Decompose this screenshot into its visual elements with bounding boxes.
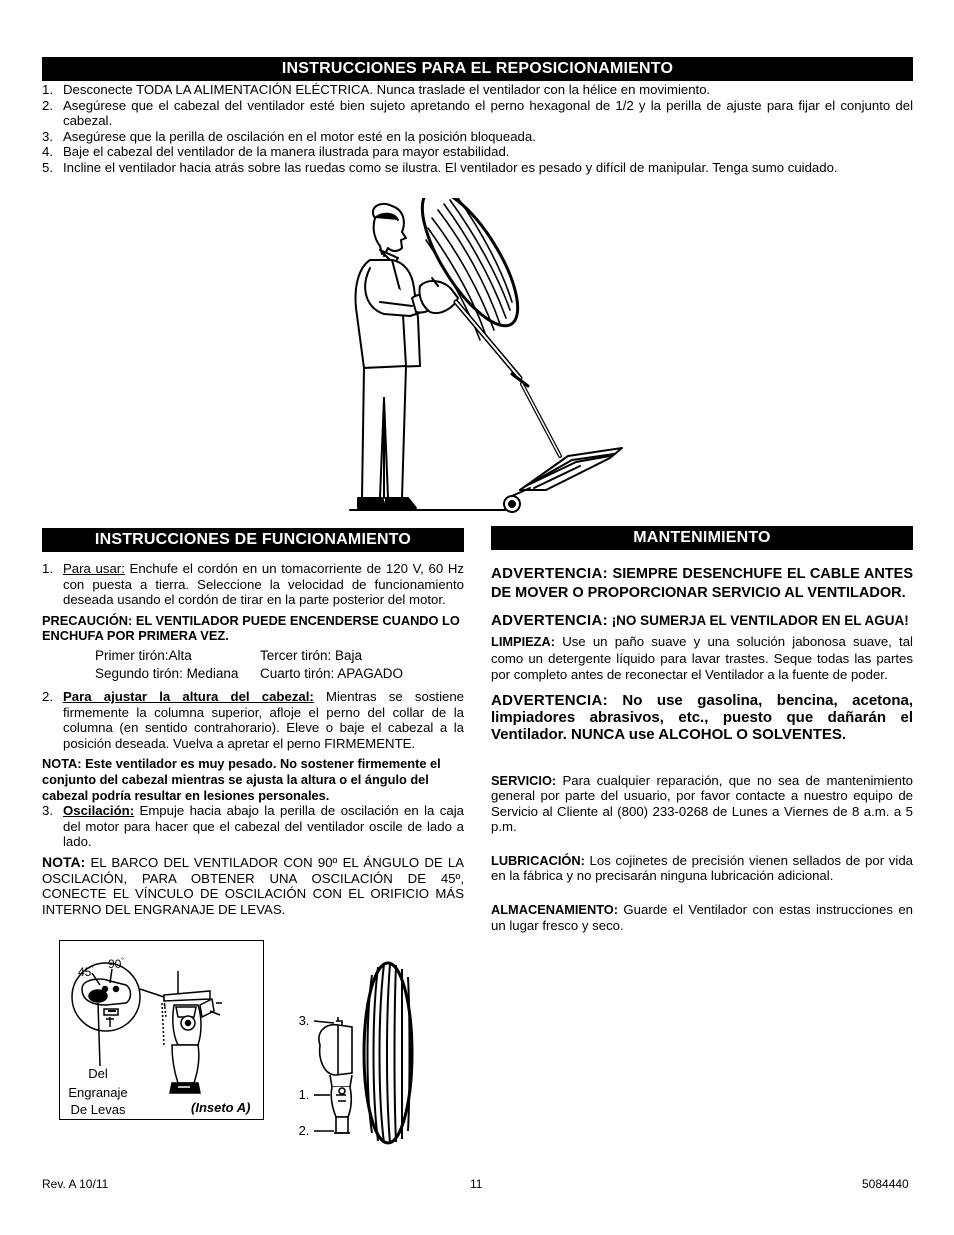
maintenance-section-title: MANTENIMIENTO [491,526,913,550]
list-item: 1. Desconecte TODA LA ALIMENTACIÓN ELÉCTRICA. Nunca traslade el ventilador con la hélice en movimiento. [42,82,711,97]
lubrication-paragraph: LUBRICACIÓN: Los cojinetes de precisión vienen sellados de por vida en la fábrica y no precisarán ninguna lubricación adicional. [491,852,913,884]
speed-table: Primer tirón:Alta Tercer tirón: Baja Segundo tirón: Mediana Cuarto tirón: APAGADO [95,647,404,681]
reposition-steps [42,82,913,176]
warning-unplug: ADVERTENCIA: SIEMPRE DESENCHUFE EL CABLE ANTES DE MOVER O PROPORCIONAR SERVICIO AL VENTILADOR. [491,565,913,601]
service-paragraph: SERVICIO: Para cualquier reparación, que no sea de mantenimiento general por parte del usuario, por favor contacte a nuestro equipo de Servicio al Cliente al (800) 233-0268 de Lunes a Viernes de 8 a.m. a 5 p.m. [491,772,913,835]
list-item: 3. Asegúrese que la perilla de oscilación en el motor esté en la posición bloqueada. [42,128,536,144]
storage-paragraph: ALMACENAMIENTO: Guarde el Ventilador con estas instrucciones en un lugar fresco y seco. [491,902,913,933]
maintenance-column [491,558,913,933]
note-text: NOTA: Este ventilador es muy pesado. No sostener firmemente el conjunto del cabezal mientras se ajusta la altura o el ángulo del cabezal podría resultar en lesiones personales. [42,756,441,803]
callout-2: 2. [298,1123,310,1138]
cam-label-line1: Del [88,1066,108,1081]
page-number: 11 [470,1177,483,1191]
reposition-section-title: INSTRUCCIONES PARA EL REPOSICIONAMIENTO [42,57,913,81]
list-item: 1. Para usar: Enchufe el cordón en un tomacorriente de 120 V, 60 Hz con puesta a tierra. Seleccione la velocidad de funcionamiento deseada usando el cordón de tirar en la parte posterior del motor. [42,561,464,608]
fan-tilting-illustration [340,198,640,518]
list-item: 4. Baje el cabezal del ventilador de la manera ilustrada para mayor estabilidad. [42,144,510,160]
revision-label: Rev. A 10/11 [42,1177,109,1191]
warning-no-submerge: ADVERTENCIA: ¡NO SUMERJA EL VENTILADOR EN EL AGUA! [491,612,909,629]
part-number: 5084440 [862,1177,909,1191]
list-item: 5. Incline el ventilador hacia atrás sobre las ruedas como se ilustra. El ventilador es pesado y difícil de manipular. Tenga sumo cuidado. [42,159,838,175]
cam-label-line3: De Levas [70,1102,126,1117]
operation-section-title: INSTRUCCIONES DE FUNCIONAMIENTO [42,528,464,552]
fan-head-side-view [290,955,430,1155]
angle-90-label: 90˚ [108,957,125,971]
list-item: 2. Asegúrese que el cabezal del ventilador esté bien sujeto apretando el perno hexagonal de 1/2 y la perilla de ajuste para fijar el conjunto del cabezal. [42,97,913,129]
cleaning-paragraph: LIMPIEZA: Use un paño suave y una solución jabonosa suave, tal como un detergente líquido para lavar trastes. Seque todas las partes por completo antes de reconectar el Ventilador a la fuente de poder. [491,634,913,682]
warning-solvents: ADVERTENCIA: No use gasolina, bencina, acetona, limpiadores abrasivos, etc., puesto que dañarán el Ventilador. NUNCA use ALCOHOL O SOLVENTES. [491,691,913,743]
callout-1: 1. [298,1087,310,1102]
operation-column [42,561,464,917]
cam-label-line2: Engranaje [68,1085,128,1100]
oscillation-note: NOTA: EL BARCO DEL VENTILADOR CON 90º EL ÁNGULO DE LA OSCILACIÓN, PARA OBTENER UNA OSCILACIÓN DE 45º, CONECTE EL VÍNCULO DE OSCILACIÓN CON EL ORIFICIO MÁS INTERNO DEL ENGRANAJE DE LEVAS. [42,853,464,917]
list-item: 3. Oscilación: Empuje hacia abajo la perilla de oscilación en la caja del motor para hacer que el cabezal del ventilador oscile de lado a lado. [42,803,464,850]
cam-gear-diagram [60,941,263,1119]
callout-3: 3. [298,1013,310,1028]
angle-45-label: 45˚ [78,965,95,979]
inset-a-box [59,940,264,1120]
inset-caption: (Inseto A) [191,1100,251,1115]
caution-text: PRECAUCIÓN: EL VENTILADOR PUEDE ENCENDERSE CUANDO LO ENCHUFA POR PRIMERA VEZ. [42,612,460,644]
list-item: 2. Para ajustar la altura del cabezal: Mientras se sostiene firmemente la columna superior, afloje el perno del collar de la columna (en sentido contrahorario). Eleve o baje el cabezal a la posición deseada. Vuelva a apretar el perno FIRMEMENTE. [42,688,464,751]
